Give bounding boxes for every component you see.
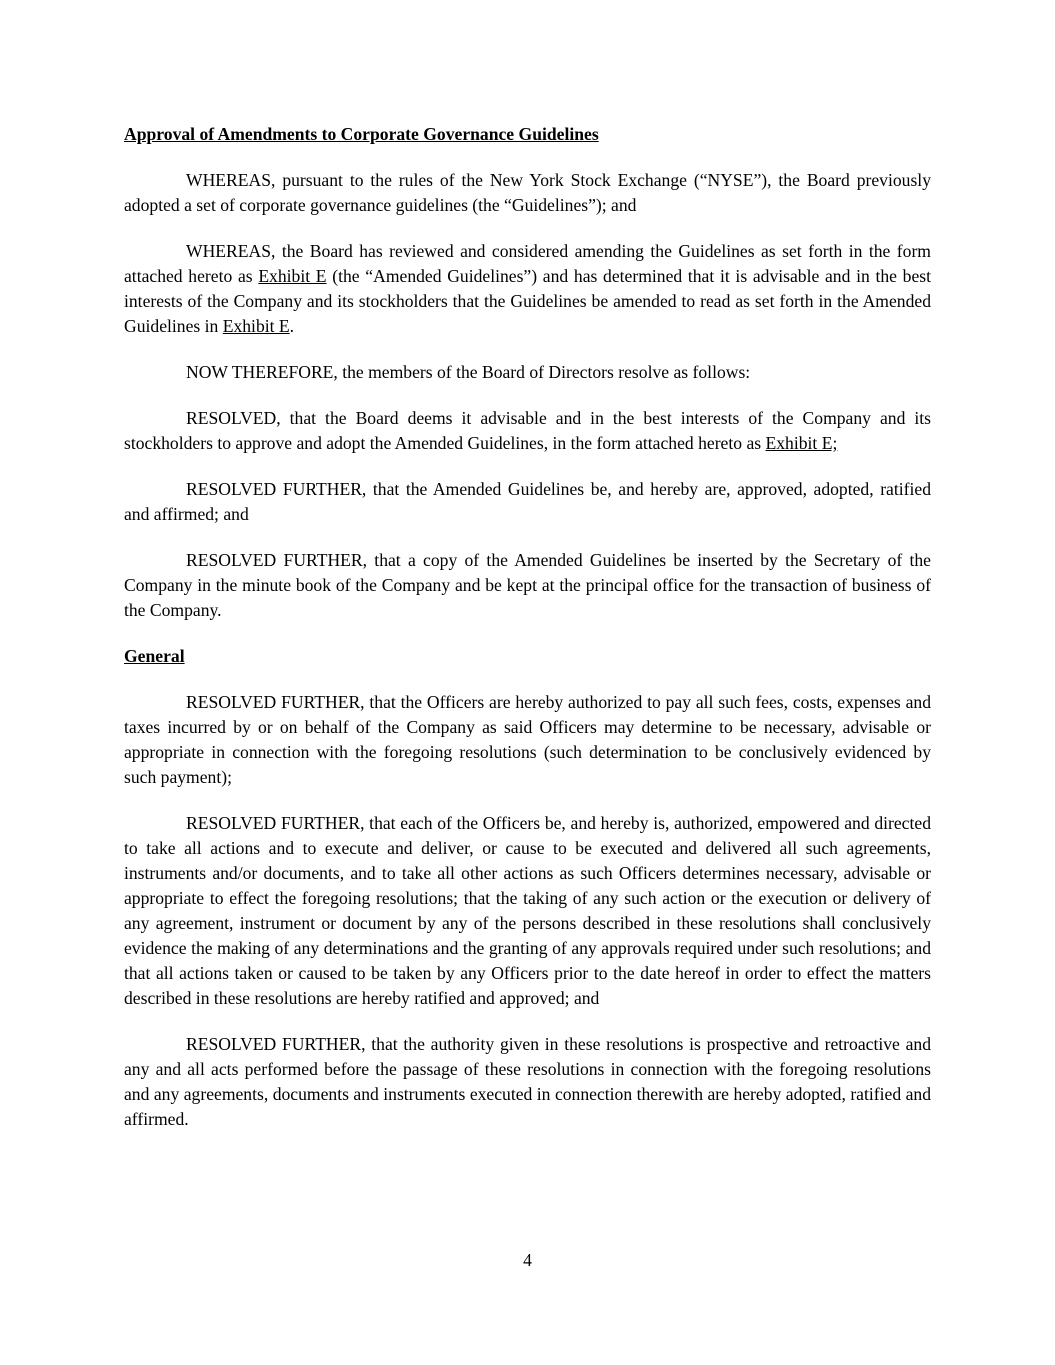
page-number: 4 bbox=[523, 1250, 532, 1270]
resolved-authority-paragraph: RESOLVED FURTHER, that the authority given in these resolutions is prospective and retroactive and any and all acts performed before the passage of these resolutions in connection with the foregoing resolutions and any agreements, documents and instruments executed in connection therewith are hereby adopted, ratified and affirmed. bbox=[124, 1034, 931, 1129]
paragraph-text: (the “Amended Guidelines”) and has determined that it is advisable and in the best interests of the Company and its stockholders that the Guidelines be amended to read as set forth in the Amended Guidelines in bbox=[124, 266, 931, 336]
whereas-reviewed-paragraph bbox=[124, 239, 931, 339]
resolved-adopt-paragraph bbox=[124, 406, 931, 456]
resolved-fees-paragraph: RESOLVED FURTHER, that the Officers are hereby authorized to pay all such fees, costs, expenses and taxes incurred by or on behalf of the Company as said Officers may determine to be necessary, advisable or appropriate in connection with the foregoing resolutions (such determination to be conclusively evidenced by such payment); bbox=[124, 692, 931, 787]
now-therefore-paragraph: NOW THEREFORE, the members of the Board of Directors resolve as follows: bbox=[186, 362, 751, 382]
section-heading-amendments: Approval of Amendments to Corporate Governance Guidelines bbox=[124, 124, 599, 144]
whereas-nyse-paragraph: WHEREAS, pursuant to the rules of the New York Stock Exchange (“NYSE”), the Board previously adopted a set of corporate governance guidelines (the “Guidelines”); and bbox=[124, 170, 931, 215]
paragraph-text: RESOLVED, that the Board deems it advisable and in the best interests of the Company and its stockholders to approve and adopt the Amended Guidelines, in the form attached hereto as bbox=[124, 408, 931, 453]
resolved-approved-paragraph: RESOLVED FURTHER, that the Amended Guidelines be, and hereby are, approved, adopted, ratified and affirmed; and bbox=[124, 479, 931, 524]
resolved-copy-paragraph: RESOLVED FURTHER, that a copy of the Amended Guidelines be inserted by the Secretary of the Company in the minute book of the Company and be kept at the principal office for the transaction of business of the Company. bbox=[124, 550, 931, 620]
paragraph-text: WHEREAS, the Board has reviewed and considered amending the Guidelines as set forth in the form attached hereto as bbox=[124, 241, 931, 286]
section-heading-general: General bbox=[124, 646, 185, 666]
paragraph-text: . bbox=[289, 316, 295, 336]
document-page bbox=[124, 122, 931, 1153]
exhibit-e-reference: Exhibit E; bbox=[765, 433, 838, 453]
exhibit-e-reference: Exhibit E bbox=[258, 266, 327, 286]
resolved-officers-paragraph: RESOLVED FURTHER, that each of the Officers be, and hereby is, authorized, empowered and directed to take all actions and to execute and deliver, or cause to be executed and delivered all such agreements, instruments and/or documents, and to take all other actions as such Officers determines necessary, advisable or appropriate to effect the foregoing resolutions; that the taking of any such action or the execution or delivery of any agreement, instrument or document by any of the persons described in these resolutions shall conclusively evidence the making of any determinations and the granting of any approvals required under such resolutions; and that all actions taken or caused to be taken by any Officers prior to the date hereof in order to effect the matters described in these resolutions are hereby ratified and approved; and bbox=[124, 813, 931, 1008]
exhibit-e-reference: Exhibit E bbox=[222, 316, 290, 336]
